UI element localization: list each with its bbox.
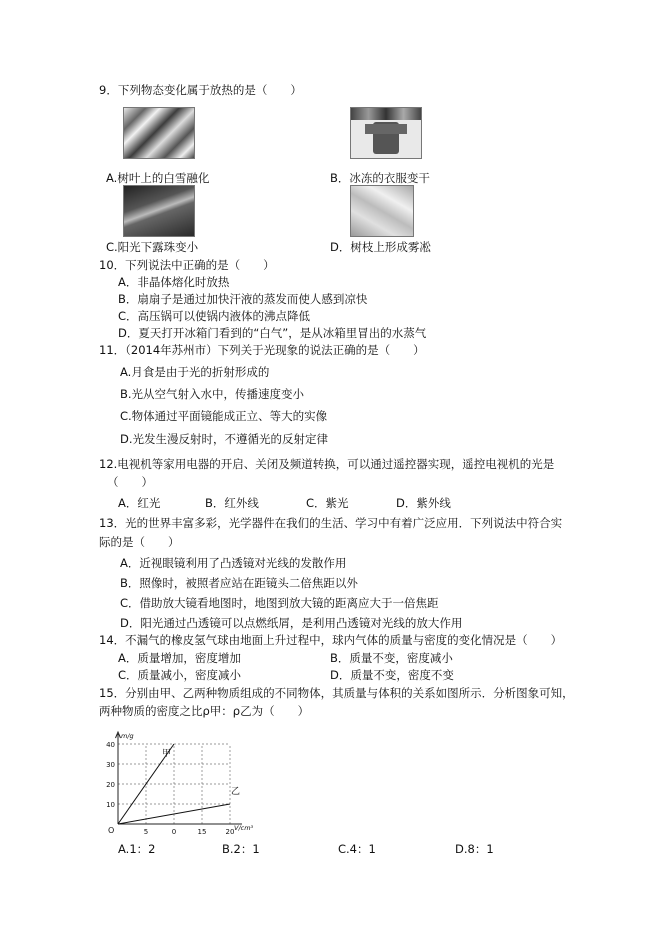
q15-stem-line2: 两种物质的密度之比ρ甲：ρ乙为（ ） [99, 704, 310, 718]
x-axis-label: V/cm³ [234, 824, 254, 832]
q9-option-d: D．树枝上形成雾凇 [330, 240, 431, 254]
q10-option-a: A．非晶体熔化时放热 [118, 275, 230, 289]
origin-label: O [108, 826, 115, 835]
q12-option-d: D．紫外线 [396, 496, 451, 510]
q13-stem-line2: 际的是（ ） [99, 535, 180, 549]
snow-on-leaves-photo [123, 107, 195, 159]
q12-option-a: A．红光 [118, 496, 161, 510]
q9-option-b: B．冰冻的衣服变干 [330, 171, 430, 185]
q9-option-c: C.阳光下露珠变小 [106, 240, 199, 254]
y-tick-label: 40 [106, 741, 115, 749]
q13-stem-line1: 13．光的世界丰富多彩，光学器件在我们的生活、学习中有着广泛应用．下列说法中符合实 [99, 516, 563, 530]
dew-drops-photo [123, 185, 195, 237]
q9-stem: 9．下列物态变化属于放热的是（ ） [99, 83, 302, 97]
q14-option-a: A．质量增加，密度增加 [118, 651, 241, 665]
y-axis-label: m/g [121, 732, 134, 740]
q12-stem-line2: （ ） [107, 475, 153, 489]
q15-option-b: B.2：1 [222, 842, 260, 856]
x-tick-label: 5 [143, 828, 149, 836]
mass-volume-chart [100, 728, 254, 840]
q11-option-b: B.光从空气射入水中，传播速度变小 [120, 387, 305, 401]
q14-option-b: B．质量不变，密度减小 [330, 651, 453, 665]
q15-option-c: C.4：1 [338, 842, 376, 856]
q14-stem: 14．不漏气的橡皮氢气球由地面上升过程中，球内气体的质量与密度的变化情况是（ ） [99, 633, 563, 647]
q12-option-b: B．红外线 [205, 496, 259, 510]
q12-option-c: C．紫光 [306, 496, 349, 510]
q13-option-a: A．近视眼镜利用了凸透镜对光线的发散作用 [120, 556, 347, 570]
y-tick-label: 20 [106, 781, 115, 789]
q15-option-d: D.8：1 [455, 842, 494, 856]
x-tick-label: 20 [225, 828, 235, 836]
q12-stem-line1: 12.电视机等家用电器的开启、关闭及频道转换，可以通过遥控器实现，遥控电视机的光是 [99, 457, 555, 471]
x-tick-label: 0 [171, 828, 177, 836]
q13-option-b: B．照像时，被照者应站在距镜头二倍焦距以外 [120, 576, 358, 590]
q10-stem: 10．下列说法中正确的是（ ） [99, 258, 275, 272]
q10-option-b: B．扇扇子是通过加快汗液的蒸发而使人感到凉快 [118, 292, 368, 306]
q15-stem-line1: 15．分别由甲、乙两种物质组成的不同物体，其质量与体积的关系如图所示．分析图象可知， [99, 686, 574, 700]
rime-on-branches-photo [350, 185, 414, 237]
q14-option-d: D．质量不变，密度不变 [330, 668, 454, 682]
q10-option-d: D．夏天打开冰箱门看到的“白气”，是从冰箱里冒出的水蒸气 [118, 326, 427, 340]
q10-option-c: C．高压锅可以使锅内液体的沸点降低 [118, 309, 311, 323]
q9-option-a: A.树叶上的白雪融化 [106, 171, 210, 185]
q14-option-c: C．质量减小，密度减小 [118, 668, 242, 682]
q11-option-c: C.物体通过平面镜能成正立、等大的实像 [120, 409, 328, 423]
q13-option-d: D．阳光通过凸透镜可以点燃纸屑，是利用凸透镜对光线的放大作用 [120, 616, 463, 630]
q11-option-a: A.月食是由于光的折射形成的 [120, 365, 270, 379]
series-label-yi: 乙 [231, 787, 241, 797]
q11-option-d: D.光发生漫反射时，不遵循光的反射定律 [120, 432, 329, 446]
series-label-jia: 甲 [162, 749, 172, 759]
q15-option-a: A.1：2 [118, 842, 156, 856]
y-tick-label: 10 [106, 801, 115, 809]
y-tick-label: 30 [106, 761, 115, 769]
frozen-clothes-photo [350, 107, 422, 159]
x-tick-label: 15 [197, 828, 207, 836]
q11-stem: 11．（2014年苏州市）下列关于光现象的说法正确的是（ ） [99, 343, 425, 357]
q13-option-c: C．借助放大镜看地图时，地图到放大镜的距离应大于一倍焦距 [120, 596, 439, 610]
